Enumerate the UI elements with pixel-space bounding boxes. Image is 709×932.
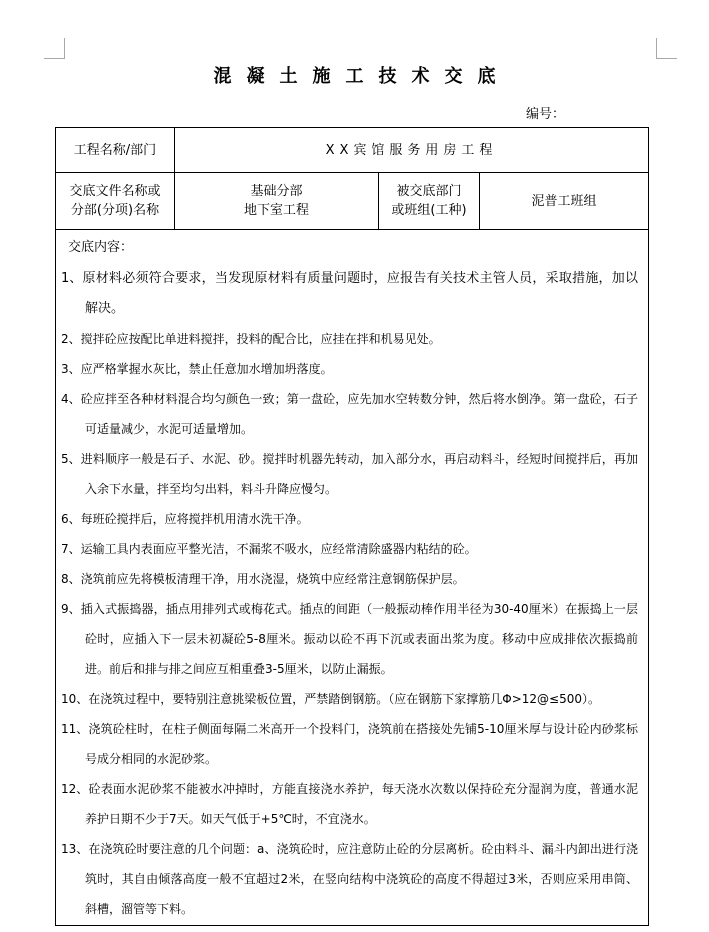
project-name-label: 工程名称/部门 (56, 128, 175, 173)
content-list (56, 264, 648, 924)
content-label: 交底内容： (68, 240, 134, 255)
disclosure-content (56, 230, 649, 926)
content-item (61, 354, 638, 384)
content-item (61, 684, 638, 714)
document-number-label: 编号： (526, 107, 566, 122)
content-item (61, 264, 638, 324)
content-item-text: 插入式振捣器，插点用排列式或梅花式。插点的间距（一般振动棒作用半径为30-40厘米）在振捣上一层砼时，应插入下一层未初凝砼5-8厘米。振动以砼不再下沉或表面出浆为度。移动中应成排依次振捣前进。前后和排与排之间应互相重叠3-5厘米，以防止漏振。 (80, 602, 639, 676)
content-item (61, 594, 638, 684)
department-label-line2: 或班组(工种) (391, 203, 467, 218)
file-name-value (175, 173, 379, 230)
disclosure-table (55, 127, 649, 926)
content-item-number: 5、 (61, 452, 81, 466)
content-item-number: 8、 (61, 572, 81, 586)
content-item (61, 384, 638, 444)
content-item (61, 774, 638, 834)
content-item-number: 10、 (61, 692, 89, 706)
content-item (61, 834, 638, 924)
content-item-text: 在浇筑砼时要注意的几个问题：a、浇筑砼时，应注意防止砼的分层离析。砼由料斗、漏斗内卸出进行浇筑时，其自由倾落高度一般不宜超过2米，在竖向结构中浇筑砼的高度不得超过3米，否则应采用串筒、斜槽，溜管等下料。 (85, 842, 639, 916)
content-item-text: 进料顺序一般是石子、水泥、砂。搅拌时机器先转动，加入部分水，再启动料斗，经短时间搅拌后，再加入余下水量，拌至均匀出料，料斗升降应慢匀。 (80, 452, 639, 496)
project-row (56, 128, 649, 173)
content-item (61, 564, 638, 594)
content-item-number: 1、 (61, 271, 83, 286)
content-item-number: 2、 (61, 332, 81, 346)
content-item-text: 砼应拌至各种材料混合均匀颜色一致；第一盘砼，应先加水空转数分钟，然后将水倒净。第一盘砼，石子可适量减少，水泥可适量增加。 (80, 392, 639, 436)
page-corner-mark-top-right (656, 38, 677, 59)
content-item-number: 3、 (61, 362, 81, 376)
content-item (61, 324, 638, 354)
content-item-text: 原材料必须符合要求，当发现原材料有质量问题时，应报告有关技术主管人员，采取措施，加以解决。 (82, 271, 639, 316)
file-row (56, 173, 649, 230)
content-item-number: 9、 (61, 602, 81, 616)
content-item-number: 13、 (61, 842, 89, 856)
department-label-line1: 被交底部门 (396, 184, 462, 199)
content-item (61, 444, 638, 504)
content-item-text: 每班砼搅拌后，应将搅拌机用清水洗干净。 (80, 512, 309, 526)
content-row (56, 230, 649, 926)
page-corner-mark-top-left (44, 38, 65, 59)
content-item-text: 搅拌砼应按配比单进料搅拌，投料的配合比，应挂在拌和机易见处。 (80, 332, 441, 346)
content-item (61, 504, 638, 534)
content-item-text: 运输工具内表面应平整光洁，不漏浆不吸水，应经常清除盛器内粘结的砼。 (80, 542, 477, 556)
content-item-text: 浇筑砼柱时，在柱子侧面每隔二米高开一个投料门，浇筑前在搭接处先铺5-10厘米厚与设计砼内砂浆标号成分相同的水泥砂浆。 (85, 722, 639, 766)
file-name-label-line2: 分部(分项)名称 (70, 203, 160, 218)
content-item-text: 应严格掌握水灰比，禁止任意加水增加坍落度。 (80, 362, 333, 376)
file-name-value-line2: 地下室工程 (243, 203, 309, 218)
content-item-text: 浇筑前应先将模板清理干净，用水浇湿，烧筑中应经常注意钢筋保护层。 (80, 572, 465, 586)
document-title: 混凝土施工技术交底 (213, 66, 511, 87)
content-item (61, 534, 638, 564)
file-name-label-line1: 交底文件名称或 (69, 184, 161, 199)
content-item-number: 11、 (61, 722, 89, 736)
content-item-number: 6、 (61, 512, 81, 526)
department-label (379, 173, 480, 230)
file-name-value-line1: 基础分部 (250, 184, 303, 199)
content-item-number: 12、 (61, 782, 89, 796)
file-name-label (56, 173, 175, 230)
content-item (61, 714, 638, 774)
content-item-text: 砼表面水泥砂浆不能被水冲掉时，方能直接浇水养护，每天浇水次数以保持砼充分湿润为度，普通水泥养护日期不少于7天。如天气低于+5℃时，不宜浇水。 (85, 782, 639, 826)
content-item-text: 在浇筑过程中，要特别注意挑梁板位置，严禁踏倒钢筋。（应在钢筋下家撑筋几Φ>12@≤500）。 (88, 692, 601, 706)
content-item-number: 7、 (61, 542, 81, 556)
content-item-number: 4、 (61, 392, 81, 406)
project-name-value: XX宾馆服务用房工程 (175, 128, 649, 173)
department-value: 泥普工班组 (480, 173, 649, 230)
